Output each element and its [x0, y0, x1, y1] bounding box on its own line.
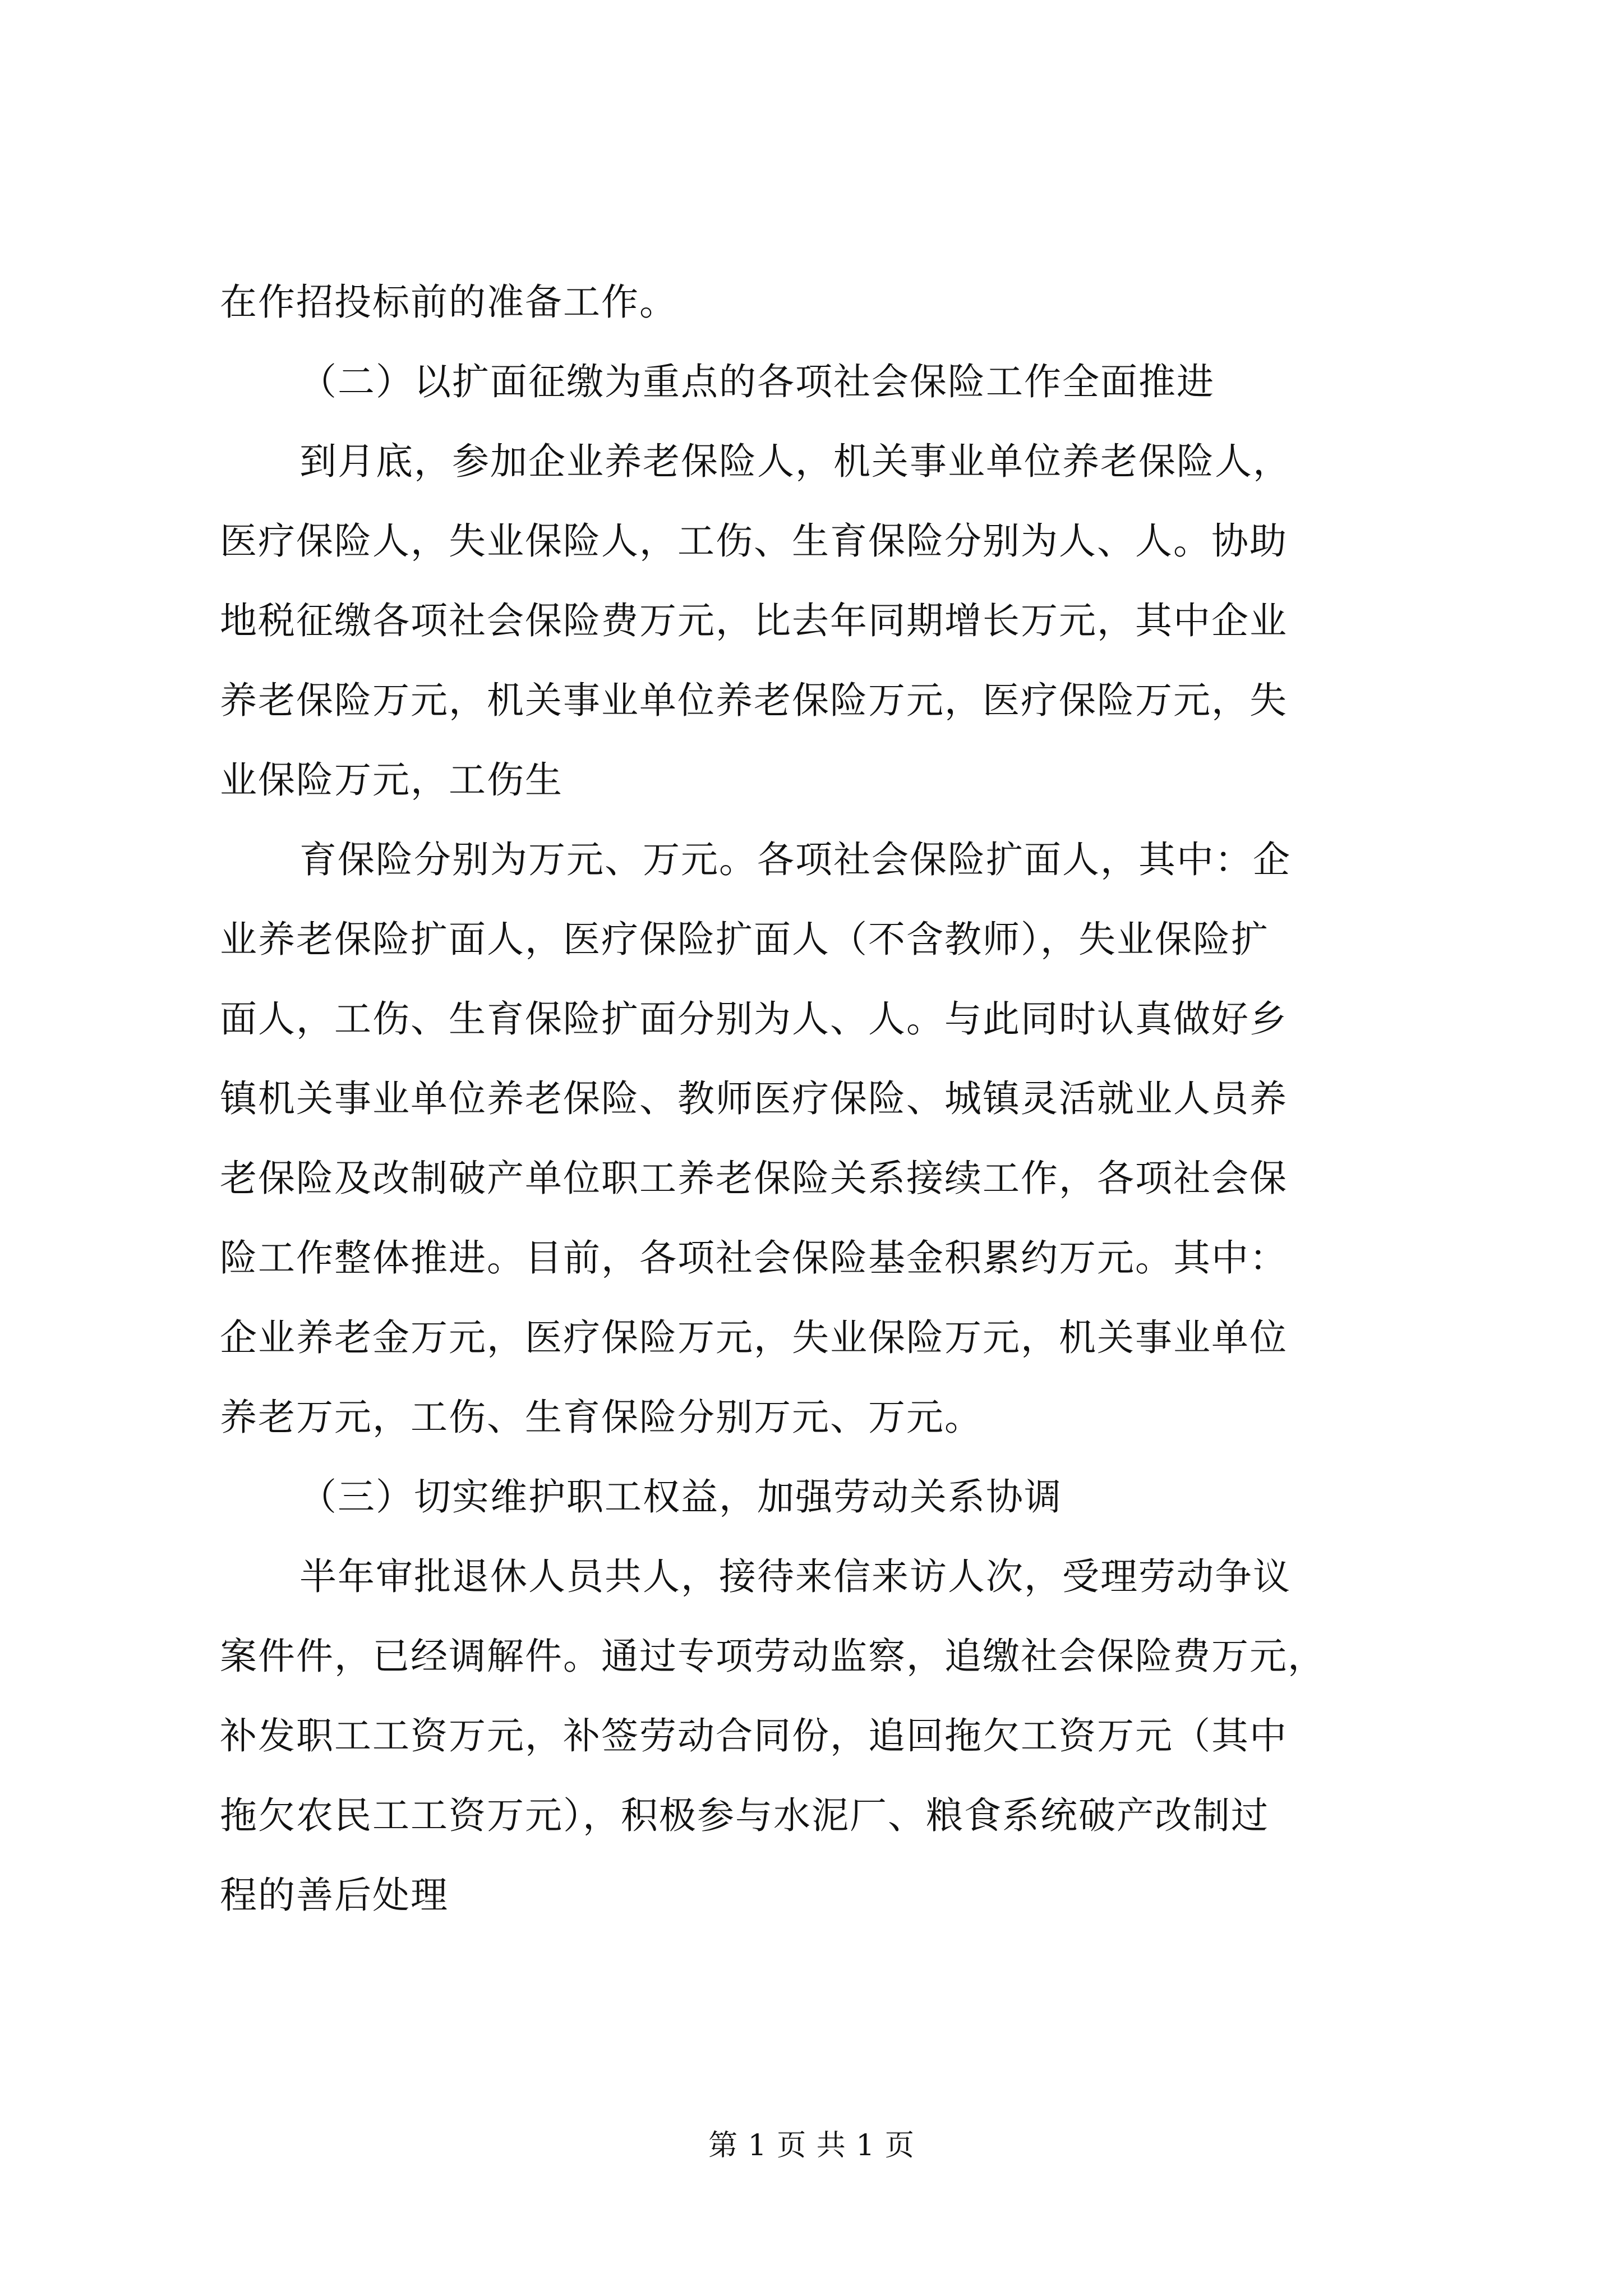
text-line: 在作招投标前的准备工作。 — [220, 280, 677, 324]
text-line: 补发职工工资万元，补签劳动合同份，追回拖欠工资万元（其中 — [220, 1714, 1288, 1757]
text-line: 养老保险万元，机关事业单位养老保险万元，医疗保险万元，失 — [220, 679, 1288, 722]
text-line: 镇机关事业单位养老保险、教师医疗保险、城镇灵活就业人员养 — [220, 1077, 1288, 1120]
text-line: 半年审批退休人员共人，接待来信来访人次，受理劳动争议 — [299, 1555, 1291, 1598]
text-line: 老保险及改制破产单位职工养老保险关系接续工作，各项社会保 — [220, 1157, 1288, 1200]
text-line: 到月底，参加企业养老保险人，机关事业单位养老保险人， — [299, 440, 1291, 483]
text-line: 业养老保险扩面人，医疗保险扩面人（不含教师），失业保险扩 — [220, 918, 1269, 961]
text-line: 拖欠农民工工资万元），积极参与水泥厂、粮食系统破产改制过 — [220, 1794, 1269, 1837]
text-line: 业保险万元，工伤生 — [220, 758, 563, 802]
text-line: 地税征缴各项社会保险费万元，比去年同期增长万元，其中企业 — [220, 599, 1288, 642]
text-line: 育保险分别为万元、万元。各项社会保险扩面人，其中：企 — [299, 838, 1291, 881]
text-line: 案件件，已经调解件。通过专项劳动监察，追缴社会保险费万元， — [220, 1635, 1326, 1678]
page-number-label: 第 1 页 共 1 页 — [708, 2129, 915, 2162]
document-body — [220, 263, 1426, 1935]
section-heading-3: （三）切实维护职工权益，加强劳动关系协调 — [299, 1475, 1062, 1519]
text-line: 面人，工伤、生育保险扩面分别为人、人。与此同时认真做好乡 — [220, 997, 1288, 1041]
section-heading-2: （二）以扩面征缴为重点的各项社会保险工作全面推进 — [299, 360, 1215, 403]
text-line: 险工作整体推进。目前，各项社会保险基金积累约万元。其中： — [220, 1236, 1288, 1280]
text-line: 养老万元，工伤、生育保险分别万元、万元。 — [220, 1396, 983, 1439]
text-line: 程的善后处理 — [220, 1874, 449, 1917]
text-line: 医疗保险人，失业保险人，工伤、生育保险分别为人、人。协助 — [220, 519, 1288, 563]
text-line: 企业养老金万元，医疗保险万元，失业保险万元，机关事业单位 — [220, 1316, 1288, 1359]
page-footer — [0, 2129, 1623, 2162]
